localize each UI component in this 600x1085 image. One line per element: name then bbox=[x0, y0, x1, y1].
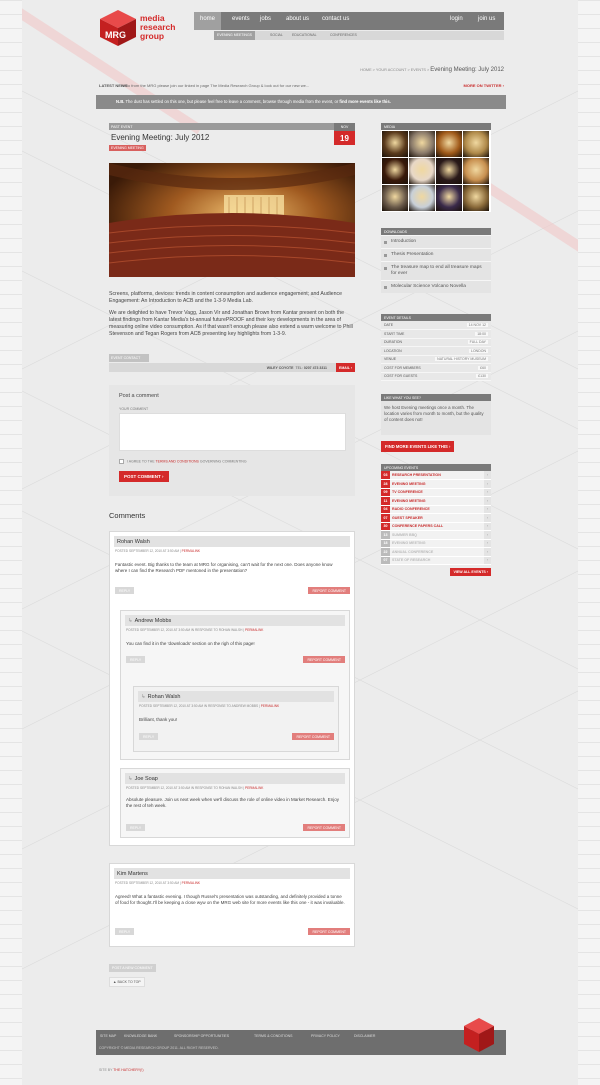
detail-value: £130 bbox=[478, 374, 486, 379]
event-day-number: 30 bbox=[381, 522, 390, 531]
nav-login[interactable]: login bbox=[450, 16, 463, 22]
detail-value: 18:00 bbox=[477, 331, 486, 336]
event-contact-label: EVENT CONTACT bbox=[109, 354, 149, 362]
event-description-intro: Screens, platforms, devices: trends in content consumption and audience engagement; and Audience Engagement: An Introduction to ACB and the 1-3-9 Media Lab. bbox=[109, 291, 343, 304]
sub-nav bbox=[214, 31, 504, 40]
email-button[interactable]: EMAIL › bbox=[336, 363, 355, 372]
event-status-label: PAST EVENT bbox=[109, 123, 334, 130]
event-day-number: 04 bbox=[381, 505, 390, 514]
detail-label: DATE bbox=[381, 321, 427, 330]
event-category-tag[interactable]: EVENING MEETING bbox=[111, 146, 144, 150]
comment-meta: POSTED SEPTEMBER 12, 2010 AT 3:50 AM | PERMALINK bbox=[115, 881, 201, 885]
footer-link-sitemap[interactable]: SITE MAP bbox=[100, 1034, 117, 1038]
comment-body: Fantastic event. Big thanks to the team at MRG for organising, can't wait for the next one. Does anyone know where I can find the Research PDF mentoned in the presentation? bbox=[115, 562, 333, 574]
event-detail-row bbox=[381, 330, 491, 339]
media-thumbnail[interactable] bbox=[382, 185, 408, 211]
notice-link[interactable]: find more events like this. bbox=[339, 99, 391, 104]
comment-meta: POSTED SEPTEMBER 12, 2010 AT 3:50 AM | PERMALINK bbox=[115, 549, 201, 553]
news-label: LATEST NEWS bbox=[99, 83, 128, 88]
event-contact-bar bbox=[109, 363, 355, 372]
chevron-right-icon: › bbox=[484, 471, 491, 480]
detail-label: DURATION bbox=[381, 338, 427, 347]
right-ruler bbox=[578, 0, 600, 1085]
comment-thread bbox=[109, 531, 355, 846]
upcoming-event-item[interactable] bbox=[381, 556, 491, 565]
chevron-right-icon: › bbox=[484, 531, 491, 540]
upcoming-event-item[interactable] bbox=[381, 539, 491, 548]
news-ticker bbox=[96, 80, 506, 92]
event-month: NOV bbox=[334, 123, 355, 131]
downloads-panel bbox=[381, 228, 491, 293]
subnav-social[interactable]: SOCIAL bbox=[270, 33, 283, 37]
comment-body: Absolute pleasure. Join us next week when we'll discuss the role of online video in Market Research. Enjoy the rest of teh week. bbox=[126, 797, 339, 809]
detail-value: NATURAL HISTORY MUSEUM bbox=[437, 357, 486, 362]
comment-textarea[interactable] bbox=[119, 413, 346, 451]
post-new-comment-button[interactable]: POST A NEW COMMENT bbox=[109, 964, 156, 972]
comment-author: ↳ Andrew Mobbs bbox=[125, 615, 345, 626]
nav-about-us[interactable]: about us bbox=[286, 16, 310, 22]
event-day-number: 09 bbox=[381, 488, 390, 497]
upcoming-event-item[interactable] bbox=[381, 548, 491, 557]
media-thumbnail[interactable] bbox=[463, 158, 489, 184]
post-comment-button[interactable]: POST COMMENT › bbox=[119, 471, 169, 482]
reply-button[interactable]: REPLY bbox=[115, 587, 134, 594]
event-day-number: 11 bbox=[381, 497, 390, 506]
main-nav bbox=[194, 12, 504, 30]
view-all-events-button[interactable]: VIEW ALL EVENTS › bbox=[450, 568, 491, 576]
like-title: LIKE WHAT YOU SEE? bbox=[381, 394, 491, 401]
event-photo bbox=[109, 163, 355, 277]
footer-link-knowledge-bank[interactable]: KNOWLEDGE BANK bbox=[124, 1034, 158, 1038]
breadcrumb-account[interactable]: YOUR ACCOUNT bbox=[375, 68, 407, 72]
breadcrumb: HOME > YOUR ACCOUNT > EVENTS > Evening Meeting: July 2012 bbox=[360, 67, 504, 73]
left-ruler bbox=[0, 0, 22, 1085]
footer-link-terms[interactable]: TERMS & CONDITIONS bbox=[254, 1034, 293, 1038]
comment-author: ↳ Rohan Walsh bbox=[138, 691, 334, 702]
contact-name: WILEY COYOTE bbox=[266, 365, 294, 370]
event-detail-row bbox=[381, 364, 491, 373]
comment-reply bbox=[133, 686, 339, 752]
chevron-right-icon: › bbox=[484, 514, 491, 523]
page-wrapper bbox=[96, 0, 506, 1085]
nav-jobs[interactable]: jobs bbox=[260, 16, 272, 22]
event-title[interactable]: EVENING MEETING bbox=[390, 497, 484, 506]
reply-button[interactable]: REPLY bbox=[126, 656, 145, 663]
media-thumbnail[interactable] bbox=[436, 185, 462, 211]
reply-button[interactable]: REPLY bbox=[115, 928, 134, 935]
download-item[interactable]: Molecular Science Volcano Novella bbox=[381, 280, 491, 293]
permalink[interactable]: PERMALINK bbox=[244, 628, 264, 632]
detail-label: LOCATION bbox=[381, 347, 427, 356]
subnav-educational[interactable]: EDUCATIONAL bbox=[292, 33, 317, 37]
report-comment-button[interactable]: REPORT COMMENT bbox=[308, 928, 350, 935]
event-description-body: We are delighted to have Trevor Vagg, Jason Vir and Jonathan Brown from Kantar present on both the latest findings from Kantar Media's bi-annual futurePROOF and their key developments in the area of measuring online video consumption. As if that wasn't enough please also extend a warm welcome to Phill Stevenson and Tegan Rogers from ACB presenting key highlights from 1-3-9. bbox=[109, 310, 353, 337]
comment-reply bbox=[120, 768, 350, 838]
footer-link-sponsorship[interactable]: SPONSORSHIP OPPORTUNITIES bbox=[174, 1034, 230, 1038]
event-title[interactable]: EVENING MEETING bbox=[390, 539, 484, 548]
event-day-number: 07 bbox=[381, 514, 390, 523]
media-thumbnail[interactable] bbox=[382, 131, 408, 157]
comment-meta: POSTED SEPTEMBER 12, 2010 AT 3:50 AM IN RESPONSE TO ROHAN WALSH | PERMALINK bbox=[126, 786, 264, 790]
upcoming-event-item[interactable] bbox=[381, 522, 491, 531]
event-title[interactable]: GUEST SPEAKER bbox=[390, 514, 484, 523]
site-credit: SITE BY THE HATCHERY(!) bbox=[99, 1068, 144, 1072]
event-details-title: EVENT DETAILS bbox=[381, 314, 491, 321]
comment-reply bbox=[120, 610, 350, 760]
event-detail-row bbox=[381, 338, 491, 347]
event-day: 19 bbox=[334, 131, 355, 145]
comment-form bbox=[109, 385, 355, 496]
report-comment-button[interactable]: REPORT COMMENT bbox=[303, 656, 345, 663]
back-to-top-button[interactable]: ▲ BACK TO TOP bbox=[109, 977, 145, 987]
comment-field-label: YOUR COMMENT bbox=[119, 407, 149, 411]
upcoming-events-list bbox=[381, 471, 491, 565]
notice-bar bbox=[96, 95, 506, 109]
event-day-number: 28 bbox=[381, 480, 390, 489]
terms-checkbox[interactable] bbox=[119, 459, 124, 464]
comment-body: You can find it in the 'downloads' section on the righ of this page! bbox=[126, 641, 255, 646]
upcoming-event-item[interactable] bbox=[381, 497, 491, 506]
event-day-number: 07 bbox=[381, 556, 390, 565]
permalink[interactable]: PERMALINK bbox=[181, 881, 201, 885]
like-text: We host Evening meetings once a month. The location varies from month to month, but the quality of content does not! bbox=[381, 401, 491, 435]
twitter-link[interactable]: MORE ON TWITTER › bbox=[463, 83, 504, 88]
media-grid bbox=[381, 130, 491, 212]
reply-button[interactable]: REPLY bbox=[126, 824, 145, 831]
contact-tel: 0207 473 3311 bbox=[303, 365, 327, 370]
permalink[interactable]: PERMALINK bbox=[181, 549, 201, 553]
media-thumbnail[interactable] bbox=[382, 158, 408, 184]
concert-hall-image bbox=[109, 163, 355, 277]
event-detail-row bbox=[381, 347, 491, 356]
event-title[interactable]: TV CONFERENCE bbox=[390, 488, 484, 497]
reply-button[interactable]: REPLY bbox=[139, 733, 158, 740]
permalink[interactable]: PERMALINK bbox=[260, 704, 280, 708]
find-more-events-button[interactable]: FIND MORE EVENTS LIKE THIS › bbox=[381, 441, 454, 452]
media-thumbnail[interactable] bbox=[436, 158, 462, 184]
chevron-right-icon: › bbox=[484, 539, 491, 548]
up-arrow-icon: ▲ bbox=[113, 980, 118, 984]
breadcrumb-home[interactable]: HOME bbox=[360, 68, 372, 72]
upcoming-event-item[interactable] bbox=[381, 480, 491, 489]
event-details-table bbox=[381, 321, 491, 381]
event-title[interactable]: STATE OF RESEARCH bbox=[390, 556, 484, 565]
chevron-right-icon: › bbox=[484, 522, 491, 531]
media-thumbnail[interactable] bbox=[409, 158, 435, 184]
event-title[interactable]: ANNUAL CONFERENCE bbox=[390, 548, 484, 557]
detail-value: LONDON bbox=[471, 348, 486, 353]
report-comment-button[interactable]: REPORT COMMENT bbox=[292, 733, 334, 740]
event-day-number: 22 bbox=[381, 548, 390, 557]
event-title[interactable]: RADIO CONFERENCE bbox=[390, 505, 484, 514]
comment-body: Brilliant, thank you! bbox=[139, 717, 178, 722]
copyright: COPYRIGHT © MEDIA RESEARCH GROUP 2011. ALL RIGHT RESERVED. bbox=[99, 1046, 219, 1050]
nav-home[interactable]: home bbox=[194, 12, 221, 30]
downloads-title: DOWNLOADS bbox=[381, 228, 491, 235]
notice-text: The dust has settled on this one, but please feel free to leave a comment, browse through media from the event, or bbox=[125, 99, 339, 104]
chevron-right-icon: › bbox=[484, 480, 491, 489]
comment-thread bbox=[109, 863, 355, 947]
event-day-number: 03 bbox=[381, 471, 390, 480]
reply-arrow-icon: ↳ bbox=[128, 775, 133, 782]
event-date-badge bbox=[334, 123, 355, 145]
detail-value: 14 NOV 12 bbox=[468, 323, 486, 327]
breadcrumb-events[interactable]: EVENTS bbox=[410, 68, 426, 72]
comment-form-title: Post a comment bbox=[119, 393, 159, 399]
comment-meta: POSTED SEPTEMBER 12, 2010 AT 3:50 AM IN RESPONSE TO ROHAN WALSH | PERMALINK bbox=[126, 628, 264, 632]
comment-meta: POSTED SEPTEMBER 12, 2010 AT 3:50 AM IN RESPONSE TO ANDREW MOBBS | PERMALINK bbox=[139, 704, 280, 708]
terms-agreement: I AGREE TO THE TERMS AND CONDITIONS GOVERNING COMMENTING bbox=[119, 459, 247, 464]
media-thumbnail[interactable] bbox=[409, 185, 435, 211]
upcoming-events-title: UPCOMING EVENTS bbox=[381, 464, 491, 471]
upcoming-event-item[interactable] bbox=[381, 531, 491, 540]
detail-value: FULL DAY bbox=[469, 340, 486, 345]
like-panel bbox=[381, 394, 491, 453]
logo-text: media research group bbox=[140, 13, 176, 41]
comment-author: Rohan Walsh bbox=[114, 536, 350, 547]
download-item[interactable]: Thesis Presentation bbox=[381, 248, 491, 261]
event-details-panel bbox=[381, 314, 491, 381]
comment-body: Agreed! What a fantastic evening. I though Russel's presentation was outstanding, and definitely provided a tonne of food for thought.I'll be keeping a close wyw on the MRG web site for more events like this one - it was invaluable. bbox=[115, 894, 345, 906]
upcoming-event-item[interactable] bbox=[381, 514, 491, 523]
event-detail-row bbox=[381, 355, 491, 364]
upcoming-events-panel bbox=[381, 464, 491, 576]
media-thumbnail[interactable] bbox=[463, 185, 489, 211]
comment-author: Kim Martens bbox=[114, 868, 350, 879]
comment-author: ↳ Joe Soap bbox=[125, 773, 345, 784]
upcoming-event-item[interactable] bbox=[381, 505, 491, 514]
comments-heading: Comments bbox=[109, 511, 146, 520]
upcoming-event-item[interactable] bbox=[381, 471, 491, 480]
event-detail-row bbox=[381, 372, 491, 381]
footer-cube-icon[interactable] bbox=[462, 1016, 496, 1056]
event-title[interactable]: CONFERENCE PAPERS CALL bbox=[390, 522, 484, 531]
svg-text:MRG: MRG bbox=[105, 30, 126, 40]
reply-arrow-icon: ↳ bbox=[141, 693, 146, 700]
reply-arrow-icon: ↳ bbox=[128, 617, 133, 624]
chevron-right-icon: › bbox=[484, 548, 491, 557]
nav-join-us[interactable]: join us bbox=[478, 16, 496, 22]
event-title[interactable]: SUMMER BBQ bbox=[390, 531, 484, 540]
chevron-right-icon: › bbox=[484, 556, 491, 565]
detail-label: COST FOR GUESTS bbox=[381, 372, 427, 381]
detail-label: VENUE bbox=[381, 355, 427, 364]
media-panel bbox=[381, 123, 491, 212]
event-day-number: 13 bbox=[381, 531, 390, 540]
report-comment-button[interactable]: REPORT COMMENT bbox=[303, 824, 345, 831]
chevron-right-icon: › bbox=[484, 488, 491, 497]
subnav-conferences[interactable]: CONFERENCES bbox=[330, 33, 357, 37]
terms-link[interactable]: TERMS AND CONDITIONS bbox=[155, 459, 199, 464]
news-text[interactable]: Hello from the MRG please join our linked in page The Media Research Group & look out for our new we... bbox=[121, 83, 310, 88]
page-title: Evening Meeting: July 2012 bbox=[111, 133, 210, 142]
mrg-cube-logo-icon bbox=[98, 8, 138, 48]
nav-events[interactable]: events bbox=[232, 16, 250, 22]
media-thumbnail[interactable] bbox=[436, 131, 462, 157]
event-description bbox=[109, 291, 355, 343]
permalink[interactable]: PERMALINK bbox=[244, 786, 264, 790]
detail-value: £60 bbox=[480, 365, 486, 370]
media-thumbnail[interactable] bbox=[409, 131, 435, 157]
breadcrumb-current: Evening Meeting: July 2012 bbox=[430, 67, 504, 73]
footer bbox=[96, 1030, 506, 1055]
footer-link-disclaimer[interactable]: DISCLAIMER bbox=[354, 1034, 376, 1038]
upcoming-event-item[interactable] bbox=[381, 488, 491, 497]
nav-contact-us[interactable]: contact us bbox=[322, 16, 350, 22]
chevron-right-icon: › bbox=[484, 505, 491, 514]
download-item[interactable]: The treasure map to end all treasure maps for ever bbox=[381, 261, 491, 280]
media-thumbnail[interactable] bbox=[463, 131, 489, 157]
event-day-number: 18 bbox=[381, 539, 390, 548]
report-comment-button[interactable]: REPORT COMMENT bbox=[308, 587, 350, 594]
detail-label: COST FOR MEMBERS bbox=[381, 364, 427, 373]
detail-label: START TIME bbox=[381, 330, 427, 339]
download-item[interactable]: Introduction bbox=[381, 235, 491, 248]
event-detail-row bbox=[381, 321, 491, 330]
media-title: MEDIA bbox=[381, 123, 491, 130]
notice-prefix: N.B. bbox=[116, 99, 125, 104]
chevron-right-icon: › bbox=[484, 497, 491, 506]
subnav-evening-meetings[interactable]: EVENING MEETINGS bbox=[214, 31, 255, 40]
hatchery-link[interactable]: THE HATCHERY(!) bbox=[113, 1068, 144, 1072]
footer-link-privacy[interactable]: PRIVACY POLICY bbox=[311, 1034, 340, 1038]
event-title[interactable]: RESEARCH PRESENTATION bbox=[390, 471, 484, 480]
event-title[interactable]: EVENING MEETING bbox=[390, 480, 484, 489]
contact-tel-label: TEL: bbox=[295, 365, 303, 370]
